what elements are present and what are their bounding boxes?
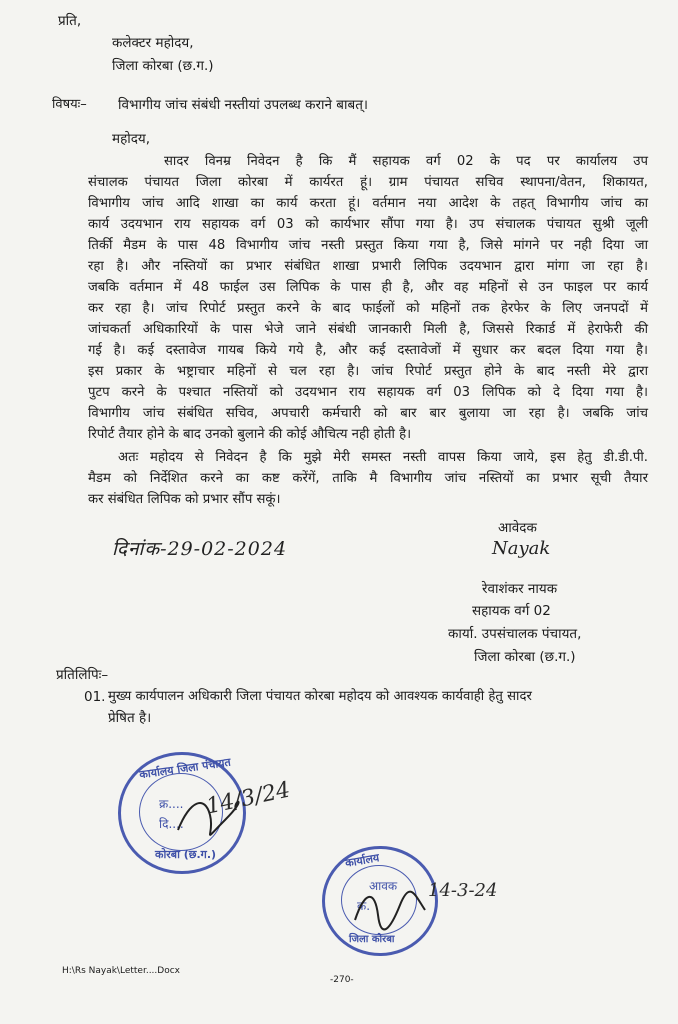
stamp-line-kra: क्र.... (159, 797, 184, 811)
applicant-designation: सहायक वर्ग 02 (472, 603, 551, 619)
subject-label: विषयः– (52, 97, 87, 112)
stamp-signature-scribble (350, 885, 430, 935)
addressee-line2: जिला कोरबा (छ.ग.) (112, 58, 214, 74)
body-line: जबकि वर्तमान में 48 फाईल उस लिपिक के पास ही है, और वह महिनों से उन फाइल पर कार्य (88, 280, 648, 295)
stamp-bottom-text: जिला कोरबा (349, 934, 395, 945)
copy-label: प्रतिलिपिः– (56, 667, 109, 683)
request-line: अतः महोदय से निवेदन है कि मुझे मेरी समस्त नस्ती वापस किया जाये, इस हेतु डी.डी.पी. (118, 450, 648, 465)
applicant-label: आवेदक (498, 520, 537, 536)
copy-item-line1: मुख्य कार्यपालन अधिकारी जिला पंचायत कोरबा महोदय को आवश्यक कार्यवाही हेतु सादर (108, 689, 532, 704)
stamp-handwritten-date: 14/3/24 (204, 777, 293, 820)
request-line: कर संबंधित लिपिक को प्रभार सौंप सकूं। (88, 492, 281, 507)
body-line: गई है। कई दस्तावेज गायब किये गये है, और कई दस्तावेजों में सुधार कर बदल दिया गया है। (88, 343, 648, 358)
body-line: सादर विनम्र निवेदन है कि मैं सहायक वर्ग 02 के पद पर कार्यालय उप (164, 154, 648, 169)
applicant-office: कार्या. उपसंचालक पंचायत, (448, 626, 582, 642)
copy-item-line2: प्रेषित है। (108, 710, 152, 726)
body-line: विभागीय जांच संबंधित सचिव, अपचारी कर्मचारी को बार बार बुलाया जा रहा है। जबकि जांच (88, 406, 648, 421)
stamp-line-kra: क्र. (357, 899, 371, 913)
body-line: जांचकर्ता अधिकारियों के पास भेजे जाने संबंधी जानकारी मिली है, जिससे रिकार्ड में हेराफेरी की (88, 322, 648, 337)
stamp-signature-scribble (170, 790, 240, 850)
body-line: रिपोर्ट तैयार होने के बाद उनको बुलाने की कोई औचित्य नही होती है। (88, 427, 412, 442)
footer-page-number: -270- (330, 975, 354, 985)
body-line: संचालक पंचायत जिला कोरबा में कार्यरत हूं। ग्राम पंचायत सचिव स्थापना/वेतन, शिकायत, (88, 175, 648, 190)
body-line: रहा है। और नस्तियों का प्रभार संबंधित शाखा प्रभारी लिपिक उदयभान द्वारा मांगा जा रहा है। (88, 259, 648, 274)
stamp-top-text: कार्यालय जिला पंचायत (138, 755, 232, 782)
body-line: पुटप करने के पश्चात नस्तियों को उदयभान राय सहायक वर्ग 03 लिपिक को दे दिया गया है। (88, 385, 648, 400)
request-line: मैडम को निर्देशित करने का कष्ट करेंगें, ताकि मै विभागीय जांच नस्तियों का प्रभार सूची तैयार (88, 471, 648, 486)
salutation: महोदय, (112, 131, 151, 147)
body-line: इस प्रकार के भष्ट्राचार महिनों से चल रहा है। जांच रिपोर्ट प्रस्तुत होने के बाद नस्ती मेरे द्वारा (88, 364, 648, 379)
stamp-bottom-text: कोरबा (छ.ग.) (155, 848, 217, 861)
applicant-district: जिला कोरबा (छ.ग.) (474, 649, 576, 665)
stamp-line-awak: आवक (369, 879, 398, 893)
stamp-line-di: दि.... (159, 817, 184, 831)
stamp-top-text: कार्यालय (344, 851, 381, 870)
subject-text: विभागीय जांच संबंधी नस्तीयां उपलब्ध कराने बाबत्। (118, 97, 369, 113)
applicant-signature: Nayak (492, 538, 551, 559)
footer-file-path: H:\Rs Nayak\Letter....Docx (62, 966, 180, 976)
body-line: कार्य उदयभान राय सहायक वर्ग 03 को कार्यभार सौंपा गया है। उप संचालक पंचायत सुश्री जूली (88, 217, 648, 232)
copy-item-number: 01. (84, 689, 106, 705)
stamp-handwritten-date: 14-3-24 (428, 880, 498, 901)
body-line: कर रहा है। जांच रिपोर्ट प्रस्तुत करने के बाद फाईलों को महिनों तक हेरफेर के लिए जनपदों में (88, 301, 648, 316)
addressee-line1: कलेक्टर महोदय, (112, 35, 194, 51)
body-line: तिर्की मैडम के पास 48 विभागीय जांच नस्ती प्रस्तुत किया गया है, जिसे मांगने पर नही दिया जा (88, 238, 648, 253)
applicant-name: रेवाशंकर नायक (482, 581, 558, 597)
body-line: विभागीय जांच आदि शाखा का कार्य करता हूं। वर्तमान नया आदेश के तहत् विभागीय जांच का (88, 196, 648, 211)
addressee-prati: प्रति, (58, 13, 82, 29)
handwritten-date: दिनांक-29-02-2024 (112, 538, 288, 560)
